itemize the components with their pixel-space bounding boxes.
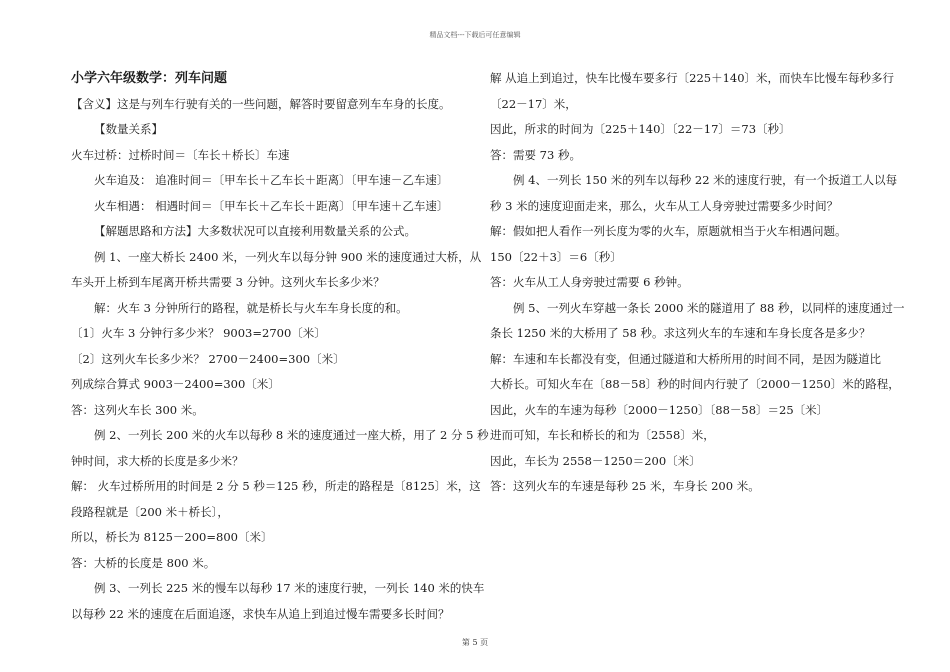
text-line: 例 2、一列长 200 米的火车以每秒 8 米的速度通过一座大桥，用了 2 分 5 秒 [94, 428, 489, 442]
text-line: 火车追及： 追准时间＝〔甲车长＋乙车长＋距离〕〔甲车速－乙车速〕 [94, 173, 449, 187]
text-line: 答：火车从工人身旁驶过需要 6 秒钟。 [490, 275, 689, 289]
text-line: 因此，车长为 2558－1250＝200〔米〕 [490, 453, 701, 468]
text-line: 以每秒 22 米的速度在后面追逐，求快车从追上到追过慢车需要多长时间？ [71, 606, 450, 621]
text-line: 因此，火车的车速为每秒〔2000－1250〕〔88－58〕＝25〔米〕 [490, 402, 829, 417]
text-line: 例 4、一列长 150 米的列车以每秒 22 米的速度行驶，有一个扳道工人以每 [513, 173, 898, 187]
text-line: 列成综合算式 9003－2400=300〔米〕 [71, 377, 280, 391]
text-line: 答：需要 73 秒。 [490, 147, 581, 162]
text-line: 〔2〕这列火车长多少米？ 2700－2400=300〔米〕 [71, 351, 345, 366]
text-line: 因此，所求的时间为〔225＋140〕〔22－17〕＝73〔秒〕 [490, 122, 791, 136]
text-line: 火车过桥：过桥时间＝〔车长＋桥长〕车速 [71, 147, 290, 162]
text-line: 例 5、一列火车穿越一条长 2000 米的隧道用了 88 秒，以同样的速度通过一 [513, 300, 905, 315]
text-line: 条长 1250 米的大桥用了 58 秒。求这列火车的车速和车身长度各是多少？ [490, 326, 871, 340]
text-line: 【数量关系】 [94, 122, 163, 136]
text-line: 解：假如把人看作一列长度为零的火车，原题就相当于火车相遇问题。 [490, 224, 847, 238]
text-line: 例 3、一列长 225 米的慢车以每秒 17 米的速度行驶，一列长 140 米的快车 [94, 581, 485, 595]
text-line: 秒 3 米的速度迎面走来，那么，火车从工人身旁驶过需要多少时间？ [490, 198, 839, 213]
text-line: 答：这列火车的车速是每秒 25 米，车身长 200 米。 [490, 479, 760, 493]
text-line: 150〔22＋3〕＝6〔秒〕 [490, 249, 622, 264]
right-column [490, 66, 905, 500]
page-header: 精品文档---下载后可任意编辑 [429, 31, 521, 39]
text-line: 解 从追上到追过，快车比慢车要多行〔225＋140〕米，而快车比慢车每秒多行 [490, 71, 895, 85]
text-line: 段路程就是〔200 米＋桥长〕， [71, 504, 229, 519]
text-line: 进而可知，车长和桥长的和为〔2558〕米， [490, 428, 715, 442]
text-line: 【含义】这是与列车行驶有关的一些问题，解答时要留意列车车身的长度。 [71, 96, 451, 111]
text-line: 【解题思路和方法】大多数状况可以直接利用数量关系的公式。 [94, 224, 416, 238]
text-line: 钟时间，求大桥的长度是多少米？ [71, 453, 244, 468]
text-line: 解：火车 3 分钟所行的路程，就是桥长与火车车身长度的和。 [94, 300, 408, 315]
page-number: 第 5 页 [461, 638, 489, 647]
text-line: 〔1〕火车 3 分钟行多少米？ 9003=2700〔米〕 [71, 326, 326, 340]
text-line: 火车相遇： 相遇时间＝〔甲车长＋乙车长＋距离〕〔甲车速＋乙车速〕 [94, 198, 449, 213]
text-line: 〔22－17〕米， [490, 96, 577, 111]
text-line: 答：大桥的长度是 800 米。 [71, 555, 216, 570]
document-title: 小学六年级数学：列车问题 [71, 71, 228, 86]
text-line: 例 1、一座大桥长 2400 米，一列火车以每分钟 900 米的速度通过大桥，从 [94, 249, 482, 264]
text-line: 解： 火车过桥所用的时间是 2 分 5 秒＝125 秒，所走的路程是〔8125〕米，这 [71, 479, 481, 493]
text-line: 答：这列火车长 300 米。 [71, 402, 204, 417]
text-line: 大桥长。可知火车在〔88－58〕秒的时间内行驶了〔2000－1250〕米的路程， [490, 377, 900, 391]
text-line: 所以，桥长为 8125－200=800〔米〕 [71, 530, 273, 544]
text-line: 解：车速和车长都没有变，但通过隧道和大桥所用的时间不同，是因为隧道比 [490, 351, 881, 366]
text-line: 车头开上桥到车尾离开桥共需要 3 分钟。这列火车长多少米？ [71, 275, 385, 289]
left-column [71, 66, 489, 627]
